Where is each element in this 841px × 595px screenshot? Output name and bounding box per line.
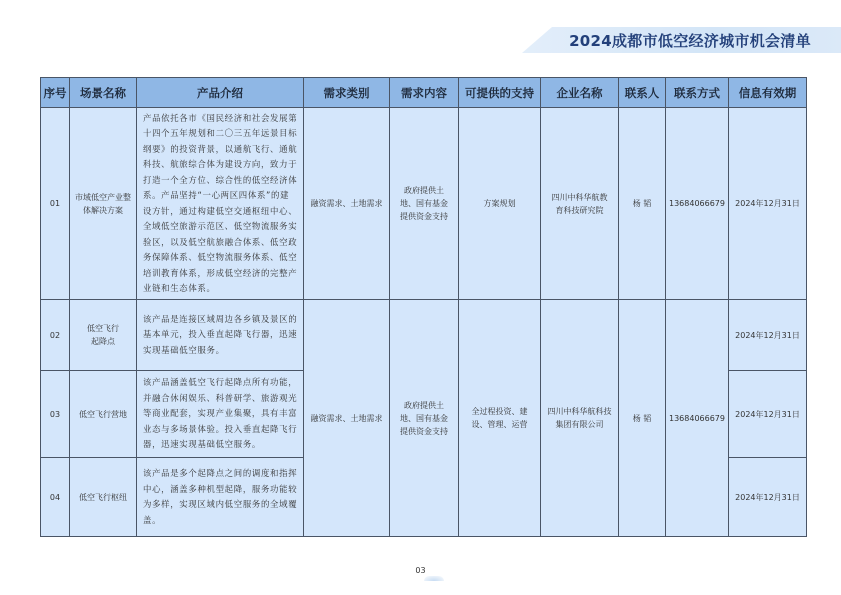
cell-valid-until: 2024年12月31日	[729, 458, 807, 537]
header-support: 可提供的支持	[459, 78, 541, 108]
cell-demand-content: 政府提供土地、国有基金提供资金支持	[390, 300, 459, 537]
cell-demand-type: 融资需求、土地需求	[304, 108, 390, 300]
cell-intro: 该产品涵盖低空飞行起降点所有功能，并融合休闲娱乐、科普研学、旅游观光等商业配套，实现产业集聚，具有丰富业态与多场景体验。投入垂直起降飞行器，迅速实现基础低空服务。	[137, 371, 304, 458]
header-intro: 产品介绍	[137, 78, 304, 108]
cell-support: 方案规划	[459, 108, 541, 300]
cell-contact: 杨 韬	[619, 108, 666, 300]
cell-contact: 杨 韬	[619, 300, 666, 537]
cell-scene: 低空飞行营地	[70, 371, 137, 458]
header-demand-type: 需求类别	[304, 78, 390, 108]
cell-intro: 该产品是连接区域周边各乡镇及景区的基本单元，投入垂直起降飞行器，迅速实现基础低空服务。	[137, 300, 304, 371]
cell-company: 四川中科华航科技集团有限公司	[541, 300, 619, 537]
cell-no: 02	[41, 300, 70, 371]
header-scene: 场景名称	[70, 78, 137, 108]
header-contact: 联系人	[619, 78, 666, 108]
cell-intro: 该产品是多个起降点之间的调度和指挥中心，涵盖多种机型起降，服务功能较为多样，实现区域内低空服务的全域覆盖。	[137, 458, 304, 537]
cell-no: 04	[41, 458, 70, 537]
cell-intro: 产品依托各市《国民经济和社会发展第十四个五年规划和二〇三五年远景目标纲要》的投资背景，以通航飞行、通航科技、航旅综合体为建设方向，致力于打造一个全方位、综合性的低空经济体系。产品坚持“一心两区四体系”的建设方针，通过构建低空交通枢纽中心、全域低空旅游示范区、低空物流服务实验区，以及低空航旅融合体系、低空政务保障体系、低空物流服务体系、低空培训教育体系，形成低空经济的完整产业链和生态体系。	[137, 108, 304, 300]
cell-demand-content: 政府提供土地、国有基金提供资金支持	[390, 108, 459, 300]
cell-demand-type: 融资需求、土地需求	[304, 300, 390, 537]
header-demand-content: 需求内容	[390, 78, 459, 108]
cell-no: 03	[41, 371, 70, 458]
cell-no: 01	[41, 108, 70, 300]
cell-valid-until: 2024年12月31日	[729, 108, 807, 300]
cell-scene: 低空飞行枢纽	[70, 458, 137, 537]
table-row	[41, 300, 807, 371]
opportunity-table	[40, 77, 807, 537]
header-valid-until: 信息有效期	[729, 78, 807, 108]
cell-scene: 低空飞行起降点	[70, 300, 137, 371]
cell-scene: 市域低空产业整体解决方案	[70, 108, 137, 300]
page-title: 2024成都市低空经济城市机会清单	[569, 32, 811, 50]
cell-valid-until: 2024年12月31日	[729, 300, 807, 371]
table-row	[41, 108, 807, 300]
header-company: 企业名称	[541, 78, 619, 108]
cell-company: 四川中科华航教育科技研究院	[541, 108, 619, 300]
page-number: 03	[415, 566, 426, 575]
header-no: 序号	[41, 78, 70, 108]
header-phone: 联系方式	[666, 78, 729, 108]
page-number-decoration	[424, 576, 444, 581]
cell-valid-until: 2024年12月31日	[729, 371, 807, 458]
cell-phone: 13684066679	[666, 300, 729, 537]
cell-phone: 13684066679	[666, 108, 729, 300]
cell-support: 全过程投资、建设、管理、运营	[459, 300, 541, 537]
table-header-row	[41, 78, 807, 108]
